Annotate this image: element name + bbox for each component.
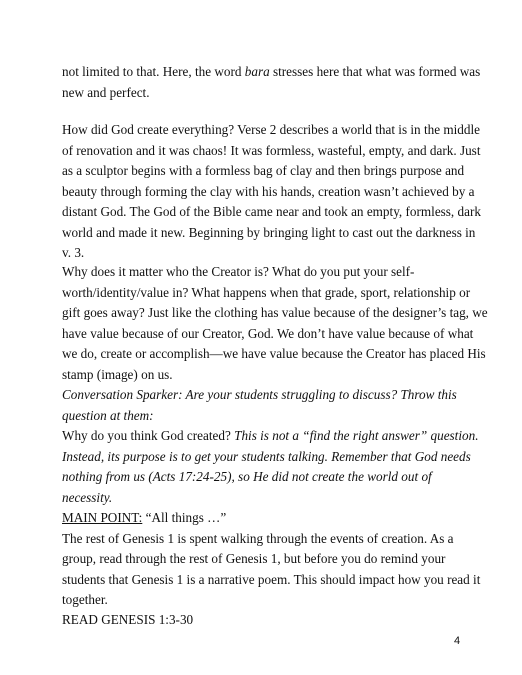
text-line: worth/identity/value in? What happens when that grade, sport, relationship or — [62, 284, 471, 300]
italic-note: This is not a “find the right answer” question. — [234, 428, 479, 443]
text-run: “All things …” — [142, 510, 227, 525]
text-line: The rest of Genesis 1 is spent walking through the events of creation. As a — [62, 530, 454, 546]
text-line: stamp (image) on us. — [62, 366, 173, 382]
main-point-label: MAIN POINT: — [62, 510, 143, 525]
page-number: 4 — [454, 635, 461, 647]
text-line: Instead, its purpose is to get your students talking. Remember that God needs — [62, 448, 471, 464]
text-line: distant God. The God of the Bible came near and took an empty, formless, dark — [62, 204, 481, 219]
text-line: Why does it matter who the Creator is? What do you put your self- — [62, 264, 415, 279]
main-point-heading — [62, 508, 466, 529]
text-line: necessity. — [62, 489, 113, 505]
paragraph-creator-value — [62, 262, 488, 385]
text-line: group, read through the rest of Genesis 1, but before you do remind your — [62, 551, 446, 566]
text-line: world and made it new. Beginning by bringing light to cast out the darkness in — [62, 224, 476, 240]
paragraph-bara — [62, 62, 481, 103]
text-line: How did God create everything? Verse 2 describes a world that is in the middle — [62, 122, 480, 137]
text-line: as a sculptor begins with a formless bag of clay and then brings purpose and — [62, 163, 465, 178]
text-line: beauty through forming the clay with his hands, creation wasn’t achieved by a — [62, 183, 475, 199]
paragraph-question — [62, 426, 479, 508]
text-line: gift goes away? Just like the clothing has value because of the designer’s tag, we — [62, 305, 488, 320]
text-line: have value because of our Creator, God. We don’t have value because of what — [62, 325, 474, 341]
read-instruction — [62, 610, 466, 631]
text-line: students that Genesis 1 is a narrative poem. This should impact how you read it — [62, 571, 481, 587]
text-line: we do, create or accomplish—we have value because the Creator has placed His — [62, 346, 486, 361]
text-line: new and perfect. — [62, 84, 150, 100]
paragraph-conversation-sparker — [62, 385, 466, 426]
text-line — [62, 426, 479, 447]
text-line: Conversation Sparker: Are your students struggling to discuss? Throw this — [62, 387, 457, 402]
text-run: stresses here that what was formed was — [269, 64, 481, 79]
text-line: READ GENESIS 1:3-30 — [62, 612, 194, 627]
text-line: nothing from us (Acts 17:24-25), so He did not create the world out of — [62, 469, 432, 484]
paragraph-creation — [62, 120, 481, 264]
text-line: of renovation and it was chaos! It was formless, wasteful, empty, and dark. Just — [62, 142, 481, 158]
text-line: together. — [62, 592, 108, 607]
text-line: v. 3. — [62, 245, 85, 260]
text-line — [62, 62, 481, 83]
paragraph-main-point — [62, 508, 481, 611]
italic-term: bara — [244, 64, 270, 79]
text-run: Why do you think God created? — [62, 428, 235, 443]
text-line: question at them: — [62, 407, 154, 423]
text-run: not limited to that. Here, the word — [62, 64, 245, 79]
